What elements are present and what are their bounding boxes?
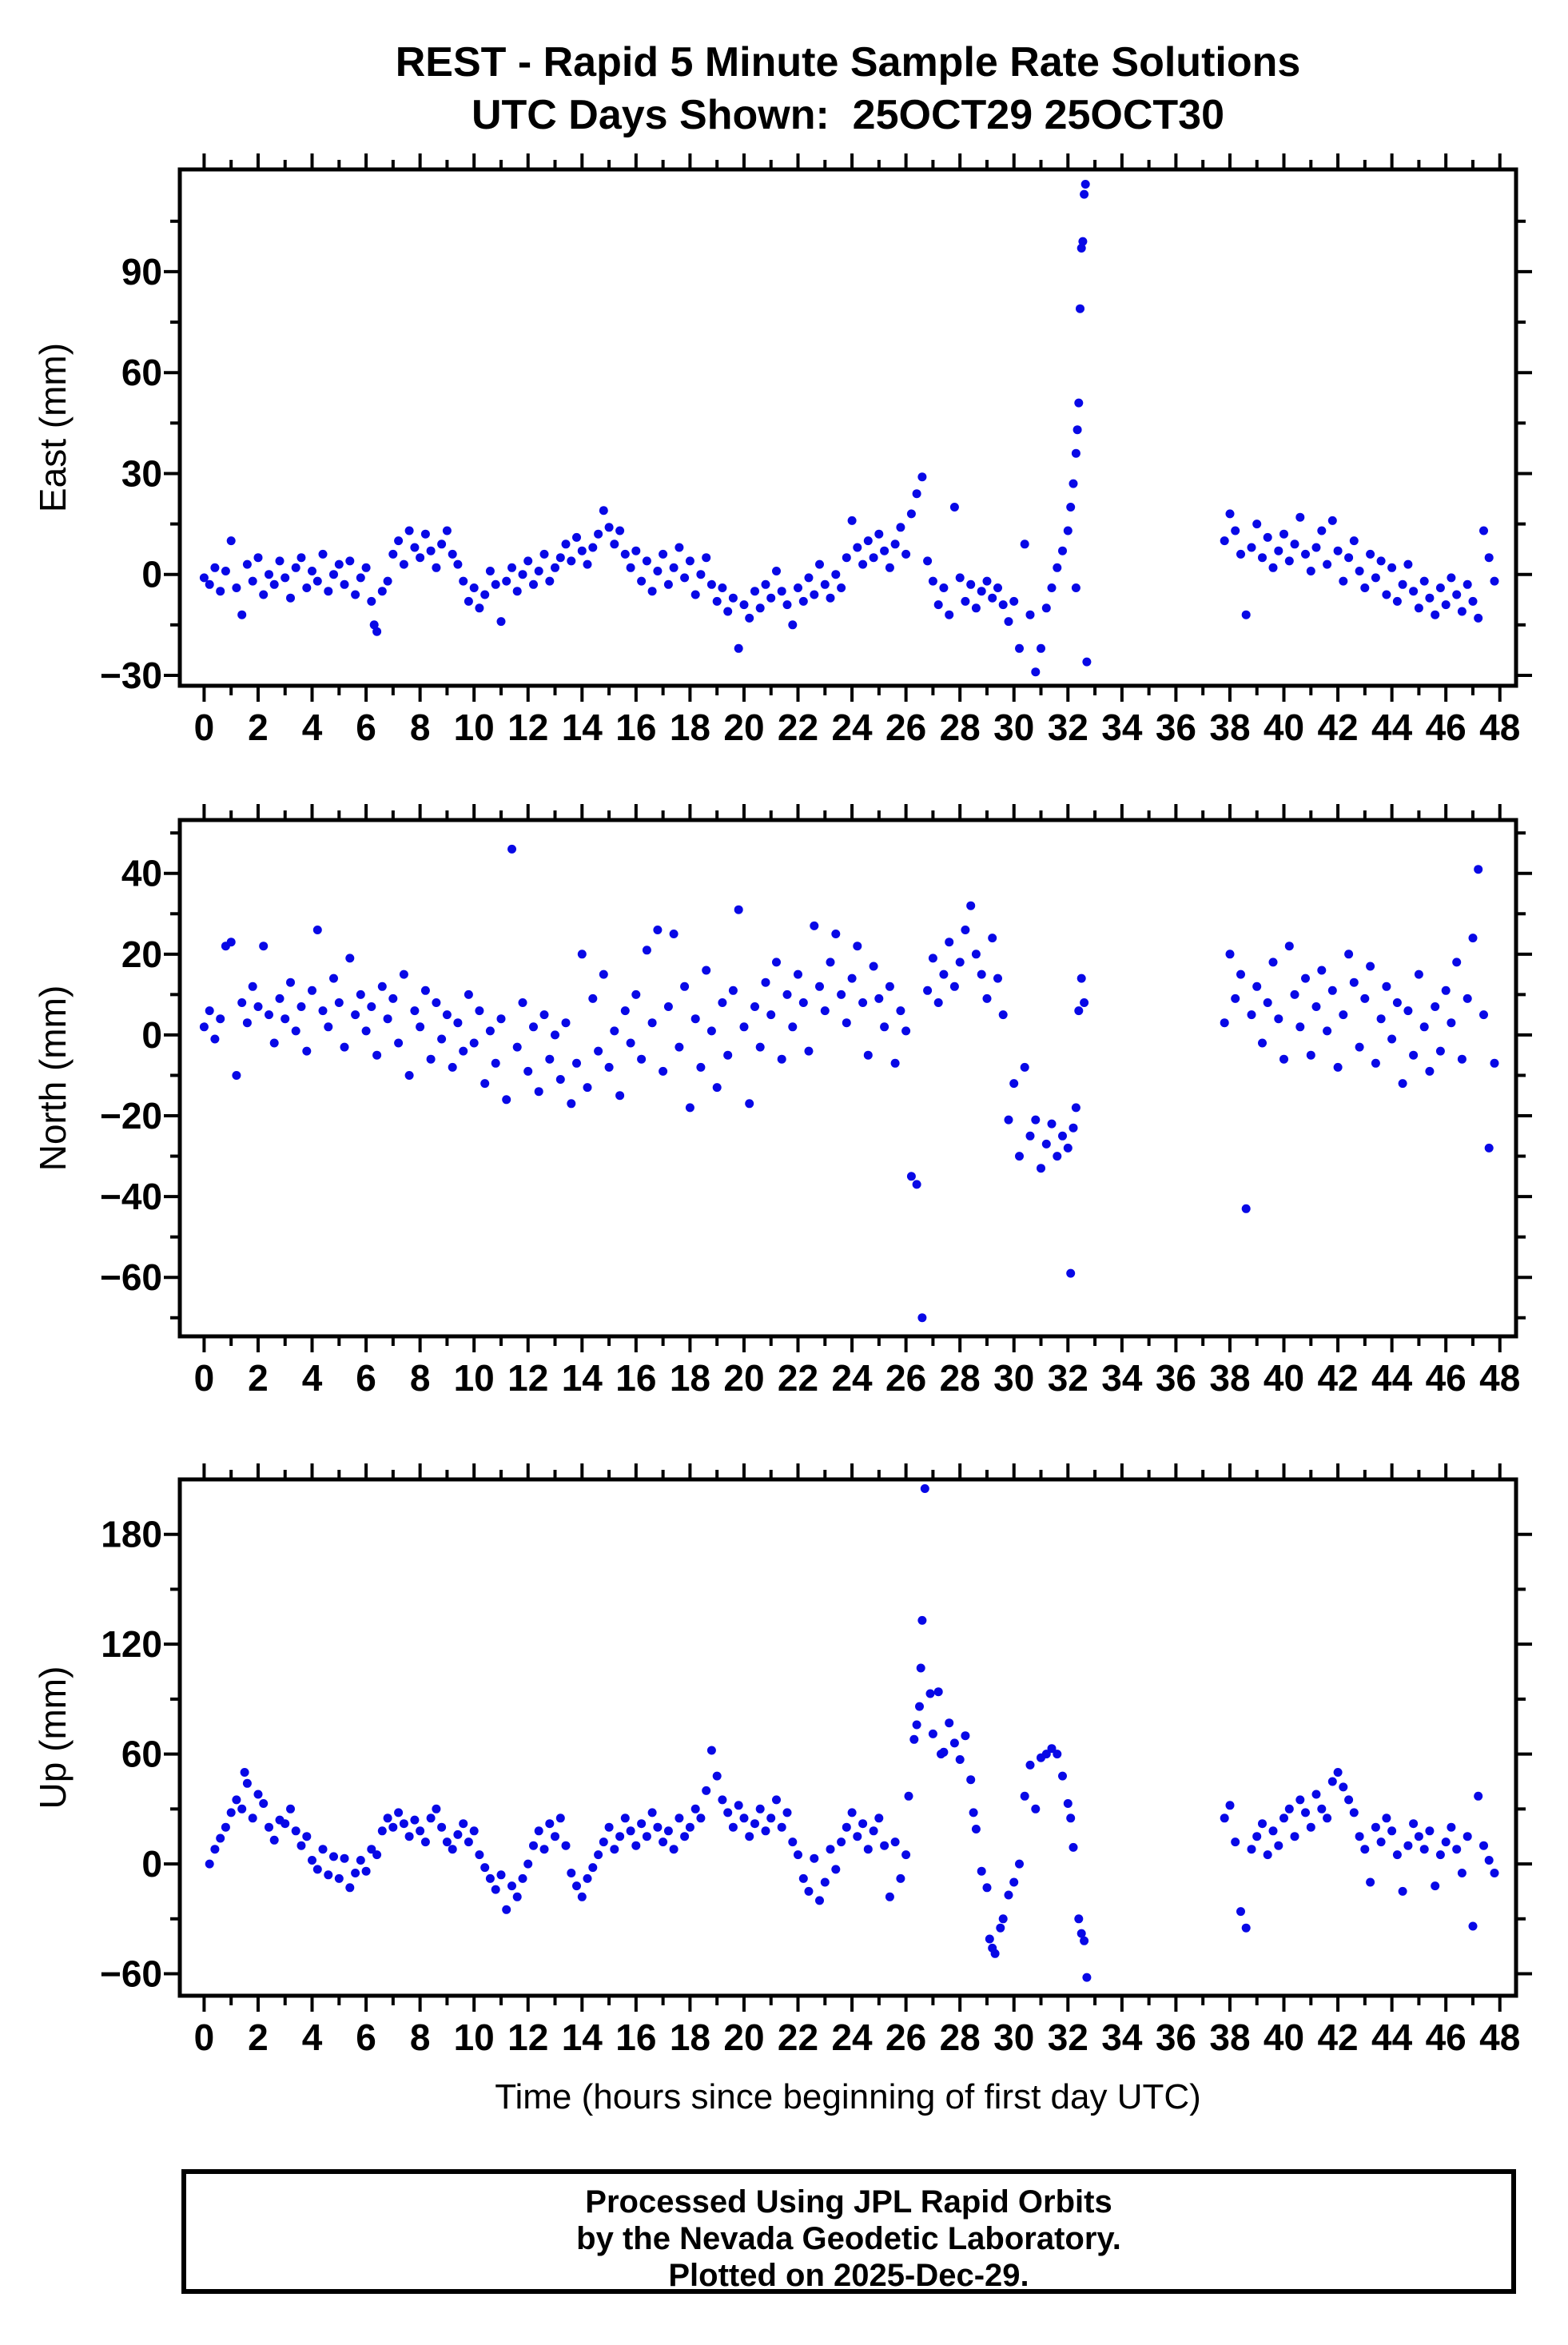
svg-text:14: 14 [561,707,603,748]
panel-north-data-points [200,845,1499,1322]
svg-text:36: 36 [1155,1357,1196,1399]
svg-text:18: 18 [669,2017,710,2058]
panel-up-y-tick-labels [100,1514,162,1995]
svg-text:42: 42 [1317,2017,1359,2058]
svg-text:20: 20 [723,2017,765,2058]
y-axis-title-east: East (mm) [32,342,74,513]
footer-line2: by the Nevada Geodetic Laboratory. [576,2221,1121,2256]
svg-text:18: 18 [669,707,710,748]
svg-text:40: 40 [1263,2017,1305,2058]
panel-up [100,1463,1532,2058]
svg-text:28: 28 [939,1357,981,1399]
svg-text:60: 60 [121,352,162,394]
footer-line1: Processed Using JPL Rapid Orbits [585,2184,1112,2220]
svg-text:6: 6 [356,707,376,748]
panel-up-data-points [205,1484,1499,1982]
svg-text:30: 30 [121,452,162,495]
svg-text:24: 24 [831,2017,873,2058]
x-axis-title: Time (hours since beginning of first day UTC) [495,2077,1201,2116]
svg-text:30: 30 [993,707,1035,748]
svg-text:8: 8 [409,707,431,748]
svg-text:60: 60 [121,1733,162,1775]
panel-north-frame [180,820,1516,1336]
svg-text:40: 40 [121,852,162,894]
y-axis-title-north: North (mm) [32,985,74,1172]
svg-text:36: 36 [1155,707,1196,748]
svg-text:26: 26 [885,707,927,748]
svg-text:12: 12 [507,2017,549,2058]
svg-text:24: 24 [831,1357,873,1399]
figure-title-line2: UTC Days Shown: 25OCT29 25OCT30 [471,92,1225,138]
svg-text:0: 0 [193,707,215,748]
svg-text:−40: −40 [99,1176,162,1218]
svg-text:2: 2 [248,1357,269,1399]
svg-text:14: 14 [561,2017,603,2058]
svg-text:34: 34 [1101,1357,1143,1399]
figure-title-line1: REST - Rapid 5 Minute Sample Rate Solutions [395,39,1301,86]
svg-text:20: 20 [723,1357,765,1399]
svg-text:180: 180 [101,1513,162,1555]
svg-text:10: 10 [453,1357,495,1399]
svg-text:0: 0 [193,2017,215,2058]
svg-text:32: 32 [1047,1357,1088,1399]
panel-east-y-tick-labels [100,251,162,696]
svg-text:14: 14 [561,1357,603,1399]
footer-credit-box [181,2169,1516,2294]
svg-text:12: 12 [507,1357,549,1399]
panel-up-frame [180,1479,1516,1996]
svg-text:2: 2 [248,2017,269,2058]
svg-text:46: 46 [1425,707,1467,748]
svg-text:42: 42 [1317,1357,1359,1399]
panel-east-y-ticks [164,221,1532,675]
svg-text:30: 30 [993,2017,1035,2058]
svg-text:12: 12 [507,707,549,748]
svg-text:20: 20 [121,933,162,975]
panel-north-x-tick-labels [194,1357,1521,1399]
svg-text:120: 120 [101,1623,162,1666]
svg-text:0: 0 [193,1357,215,1399]
svg-text:32: 32 [1047,707,1088,748]
svg-text:4: 4 [301,1357,323,1399]
svg-text:48: 48 [1479,707,1521,748]
panel-north-x-ticks [204,804,1499,1352]
svg-text:40: 40 [1263,707,1305,748]
svg-text:38: 38 [1209,707,1251,748]
svg-text:16: 16 [615,2017,657,2058]
svg-text:34: 34 [1101,2017,1143,2058]
panel-east-x-tick-labels [194,707,1521,748]
svg-text:0: 0 [141,553,162,595]
panel-up-x-ticks [204,1463,1499,2012]
svg-text:48: 48 [1479,1357,1521,1399]
svg-text:26: 26 [885,1357,927,1399]
svg-text:48: 48 [1479,2017,1521,2058]
panel-east-x-ticks [204,153,1499,702]
svg-text:46: 46 [1425,2017,1467,2058]
svg-text:34: 34 [1101,707,1143,748]
svg-text:44: 44 [1371,707,1413,748]
panel-up-y-ticks [164,1535,1532,1974]
panel-east-data-points [200,180,1499,676]
svg-text:4: 4 [301,707,323,748]
svg-text:10: 10 [453,707,495,748]
svg-text:38: 38 [1209,2017,1251,2058]
svg-text:8: 8 [409,2017,431,2058]
panel-north-y-ticks [164,833,1532,1318]
panel-east-frame [180,169,1516,686]
svg-text:−30: −30 [99,654,162,696]
panel-east [100,153,1532,748]
svg-text:90: 90 [121,250,162,293]
svg-text:2: 2 [248,707,269,748]
svg-text:8: 8 [409,1357,431,1399]
svg-text:32: 32 [1047,2017,1088,2058]
svg-text:0: 0 [141,1013,162,1056]
panel-north-y-tick-labels [100,853,162,1298]
svg-text:44: 44 [1371,2017,1413,2058]
panel-up-x-tick-labels [194,2017,1521,2058]
footer-line3: Plotted on 2025-Dec-29. [668,2258,1029,2293]
svg-text:22: 22 [777,1357,819,1399]
svg-text:38: 38 [1209,1357,1251,1399]
svg-text:−20: −20 [99,1095,162,1137]
svg-text:0: 0 [141,1843,162,1885]
svg-text:6: 6 [356,1357,376,1399]
svg-text:16: 16 [615,707,657,748]
svg-text:16: 16 [615,1357,657,1399]
svg-text:−60: −60 [99,1953,162,1995]
svg-text:4: 4 [301,2017,323,2058]
svg-text:22: 22 [777,2017,819,2058]
svg-text:26: 26 [885,2017,927,2058]
svg-text:18: 18 [669,1357,710,1399]
svg-text:24: 24 [831,707,873,748]
svg-text:42: 42 [1317,707,1359,748]
svg-text:28: 28 [939,2017,981,2058]
svg-text:−60: −60 [99,1256,162,1299]
svg-text:20: 20 [723,707,765,748]
svg-text:6: 6 [356,2017,376,2058]
y-axis-title-up: Up (mm) [32,1666,74,1810]
svg-text:46: 46 [1425,1357,1467,1399]
svg-text:40: 40 [1263,1357,1305,1399]
svg-text:36: 36 [1155,2017,1196,2058]
svg-text:44: 44 [1371,1357,1413,1399]
panel-north [100,804,1532,1399]
svg-text:22: 22 [777,707,819,748]
svg-text:10: 10 [453,2017,495,2058]
svg-text:30: 30 [993,1357,1035,1399]
svg-text:28: 28 [939,707,981,748]
